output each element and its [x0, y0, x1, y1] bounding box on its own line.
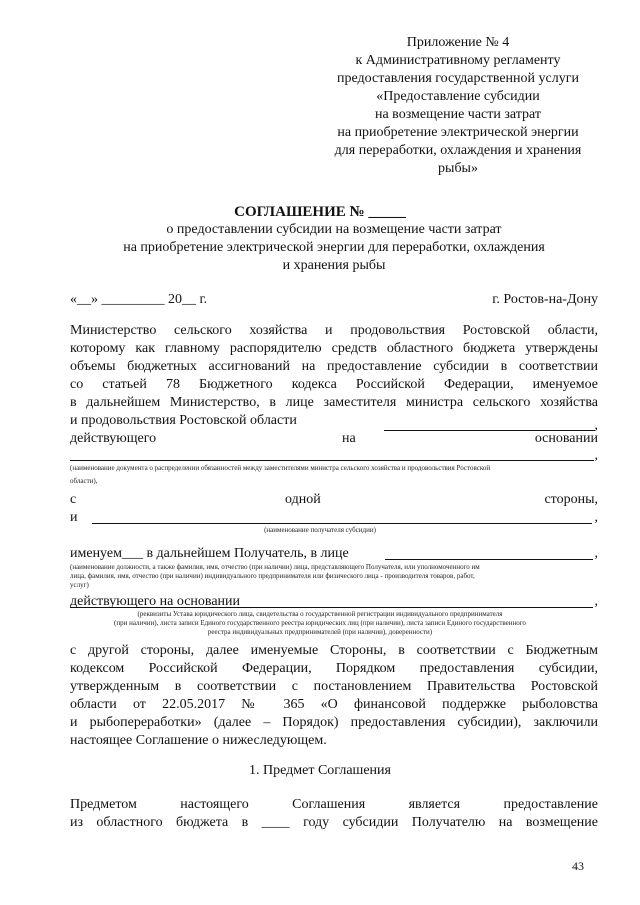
- side-right: стороны,: [544, 492, 598, 507]
- appendix-header: [318, 34, 598, 178]
- note-basis-3: реестра индивидуальных предпринимателей (при наличии), доверенности): [207, 628, 433, 636]
- comma: ,: [594, 594, 598, 609]
- comma: ,: [594, 510, 598, 525]
- other-side-line: и рыбопереработки» (далее – Порядок) предоставления субсидии), заключили: [70, 715, 598, 730]
- subtitle-line: и хранения рыбы: [282, 258, 386, 273]
- and-label: и: [70, 510, 78, 525]
- appendix-line: «Предоставление субсидии: [376, 89, 540, 104]
- representative-line: [385, 559, 593, 560]
- subject-line: из областного бюджета в ____ году субсидии Получателю на возмещение: [70, 815, 598, 830]
- note-position-1: (наименование должности, а также фамилия, имя, отчество (при наличии) лица, представляющего Получателя, или уполномоченного им: [70, 563, 480, 571]
- appendix-line: предоставления государственной услуги: [337, 71, 579, 86]
- page-number: 43: [572, 859, 584, 873]
- note-recipient: (наименование получателя субсидии): [264, 526, 376, 534]
- other-side-line: с другой стороны, далее именуемые Стороны, в соответствии с Бюджетным: [70, 643, 598, 658]
- other-side-paragraph: [70, 642, 598, 750]
- other-side-line: настоящее Соглашение о нижеследующем.: [70, 733, 327, 748]
- subtitle-line: на приобретение электрической энергии для переработки, охлаждения: [123, 240, 545, 255]
- note-basis-1: (реквизиты Устава юридического лица, свидетельства о государственной регистрации индивидуального предпринимателя: [137, 610, 503, 618]
- intro-line: в дальнейшем Министерство, в лице заместителя министра сельского хозяйства: [70, 395, 598, 410]
- intro-line: Министерство сельского хозяйства и продовольствия Ростовской области,: [70, 323, 598, 338]
- appendix-line: на возмещение части затрат: [374, 107, 542, 122]
- appendix-line: для переработки, охлаждения и хранения: [334, 143, 582, 158]
- intro-line: которому как главному распорядителю средств областного бюджета утверждены: [70, 341, 598, 356]
- appendix-line: рыбы»: [438, 161, 478, 176]
- side-left: с: [70, 492, 77, 507]
- basis-line-rule: [70, 607, 593, 608]
- appendix-line: к Административному регламенту: [355, 53, 561, 68]
- agreement-title: СОГЛАШЕНИЕ № _____: [234, 204, 406, 220]
- acting-mid: на: [342, 431, 356, 446]
- intro-line: объемы бюджетных ассигнований на предоставление субсидии в соответствии: [70, 359, 598, 374]
- acting-left: действующего: [70, 431, 157, 446]
- named-label: именуем___ в дальнейшем Получатель, в лице: [70, 546, 349, 561]
- agreement-city: г. Ростов-на-Дону: [492, 292, 598, 307]
- note-basis-2: (при наличии), листа записи Единого государственного реестра юридических лиц (при наличии), листа записи Единого государственного: [114, 619, 526, 627]
- acting-basis: действующего на основании: [70, 594, 241, 609]
- section-1-title: 1. Предмет Соглашения: [249, 763, 391, 778]
- intro-line: со статьей 78 Бюджетного кодекса Российской Федерации, именуемое: [70, 377, 598, 392]
- other-side-line: области от 22.05.2017 № 365 «О финансовой поддержке рыболовства: [70, 697, 598, 712]
- note-position-2: лица, фамилия, имя, отчество (при наличии) индивидуального предпринимателя или физического лица - производителя товаров, работ,: [70, 572, 475, 580]
- comma: ,: [594, 546, 598, 561]
- recipient-name-line: [92, 523, 592, 524]
- comma: ,: [594, 418, 598, 433]
- intro-paragraph: [70, 322, 598, 430]
- note-document: (наименование документа о распределении обязанностей между заместителями министра сельского хозяйства и продовольствия Ростовской: [70, 464, 491, 472]
- subtitle-line: о предоставлении субсидии на возмещение части затрат: [166, 222, 502, 237]
- side-mid: одной: [285, 492, 321, 507]
- subject-paragraph: [70, 796, 598, 832]
- appendix-line: Приложение № 4: [406, 35, 510, 50]
- note-position-3: услуг): [70, 581, 89, 589]
- other-side-line: кодексом Российской Федерации, Порядком предоставления субсидии,: [70, 661, 598, 676]
- subject-line: Предметом настоящего Соглашения является предоставление: [70, 797, 598, 812]
- agreement-subtitle: [70, 221, 598, 275]
- comma: ,: [594, 448, 598, 463]
- intro-line-text: и продовольствия Ростовской области: [70, 413, 297, 428]
- appendix-line: на приобретение электрической энергии: [337, 125, 579, 140]
- acting-right: основании: [534, 431, 598, 446]
- note-document-2: области),: [70, 477, 98, 485]
- agreement-date: «__» _________ 20__ г.: [70, 292, 208, 307]
- other-side-line: утвержденным в соответствии с постановлением Правительства Ростовской: [70, 679, 598, 694]
